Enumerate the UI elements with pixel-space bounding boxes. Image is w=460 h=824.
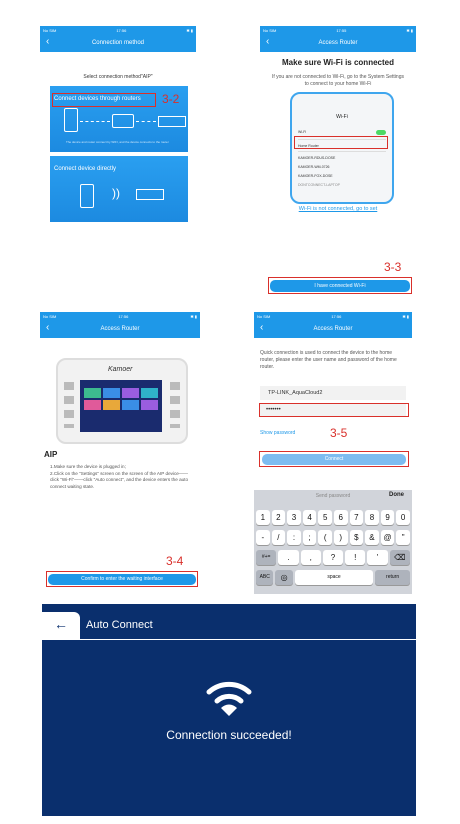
key[interactable]: .: [278, 550, 298, 565]
wifi-heading: Make sure Wi-Fi is connected: [282, 58, 394, 67]
wifi-row[interactable]: [298, 156, 386, 165]
status-bar: [40, 312, 200, 321]
space-key[interactable]: space: [295, 570, 373, 585]
key[interactable]: $: [350, 530, 364, 545]
key[interactable]: 7: [350, 510, 364, 525]
keyboard-done-button[interactable]: Done: [389, 492, 404, 498]
dashed-link-2: [136, 121, 156, 122]
nav-bar: [254, 312, 412, 338]
device-screen: [80, 380, 162, 432]
panel-access-router-wifi: [260, 26, 416, 296]
wifi-row[interactable]: [298, 174, 386, 183]
highlight-box-connect: [259, 451, 409, 467]
back-icon[interactable]: ‹: [266, 36, 270, 47]
key[interactable]: 5: [318, 510, 332, 525]
panel-access-router-aip: [40, 312, 200, 590]
status-icons: ✱ ▮: [190, 314, 197, 319]
dashed-link: [80, 121, 110, 122]
key[interactable]: 8: [365, 510, 379, 525]
option-direct-label: Connect device directly: [54, 166, 117, 172]
key[interactable]: &: [365, 530, 379, 545]
wifi-row-label: KAMOER-RDUS-DOSE: [298, 156, 336, 160]
tile: [103, 400, 120, 410]
tile: [122, 388, 139, 398]
phone-icon: [80, 184, 94, 208]
password-value: •••••••: [266, 407, 281, 413]
router-instructions: Quick connection is used to connect the device to the home router, please enter the user name and password of the home router.: [260, 350, 397, 370]
key[interactable]: ,: [301, 550, 321, 565]
key[interactable]: 4: [303, 510, 317, 525]
back-icon[interactable]: ‹: [260, 322, 264, 333]
step-tag: 3-5: [330, 426, 348, 440]
panel-auto-connect: [42, 604, 416, 816]
highlight-box-home-router: [294, 136, 388, 149]
wifi-instructions: If you are not connected to Wi-Fi, go to the System Settings to connect to your home Wi-Fi: [271, 74, 404, 87]
highlight-box-password: [259, 403, 409, 417]
key[interactable]: 3: [287, 510, 301, 525]
highlight-box-button: [268, 277, 412, 294]
key[interactable]: ?: [323, 550, 343, 565]
key[interactable]: 2: [272, 510, 286, 525]
status-icons: ✱ ▮: [402, 314, 409, 319]
key[interactable]: ;: [303, 530, 317, 545]
key[interactable]: /: [272, 530, 286, 545]
page-title: Auto Connect: [86, 619, 153, 631]
status-time: 17:56: [116, 28, 127, 33]
tile: [84, 400, 101, 410]
key[interactable]: ): [334, 530, 348, 545]
keyboard-toolbar-label: Send password: [315, 493, 351, 499]
option-routers-desc: The device and router connect by WIFI, and the device connects to the router: [66, 140, 169, 144]
tile: [141, 388, 158, 398]
status-time: 17:55: [336, 28, 347, 33]
aip-heading: AIP: [44, 450, 58, 459]
key[interactable]: :: [287, 530, 301, 545]
step-tag: 3-2: [162, 92, 180, 106]
status-bar: [40, 26, 196, 35]
tile: [122, 400, 139, 410]
highlight-box-routers: [52, 93, 156, 107]
step-tag: 3-4: [166, 554, 184, 568]
wifi-row[interactable]: [298, 183, 386, 192]
highlight-box-button: [46, 571, 198, 587]
select-label: Select connection method"AIP": [83, 74, 153, 80]
page-title: Access Router: [318, 40, 358, 46]
status-time: 17:56: [118, 314, 129, 319]
brand-logo: Kamoer: [108, 366, 133, 373]
nav-bar: [40, 312, 200, 338]
ssid-value: TP-LINK_AquaCloud2: [268, 390, 323, 396]
globe-icon[interactable]: ◎: [275, 570, 292, 585]
key[interactable]: -: [256, 530, 270, 545]
keyboard-row-3: [256, 550, 410, 565]
key[interactable]: @: [381, 530, 395, 545]
symbols-key[interactable]: #+=: [256, 550, 276, 565]
side-buttons: [170, 382, 180, 428]
confirm-waiting-button[interactable]: Confirm to enter the waiting interface: [48, 574, 196, 585]
status-carrier: No SIM: [257, 314, 271, 319]
status-bar: [254, 312, 412, 321]
show-password-toggle[interactable]: Show password: [260, 430, 296, 436]
key[interactable]: 9: [381, 510, 395, 525]
status-time: 17:56: [331, 314, 342, 319]
key[interactable]: ": [396, 530, 410, 545]
key[interactable]: 0: [396, 510, 410, 525]
device-illustration: [56, 358, 188, 444]
wifi-screen-title: Wi-Fi: [336, 114, 348, 120]
keyboard-row-4: [256, 570, 410, 585]
router-icon: [112, 114, 134, 128]
wifi-row[interactable]: [298, 165, 386, 174]
wifi-row-label: DONTCONNECT-LAPTOP: [298, 183, 340, 187]
option-direct[interactable]: [50, 156, 188, 222]
keyboard-row-2: [256, 530, 410, 545]
panel-connection-method: [40, 26, 196, 228]
connected-wifi-button[interactable]: I have connected Wi-Fi: [270, 280, 410, 292]
wifi-row-label: Wi-Fi: [298, 130, 307, 134]
phone-icon: [64, 108, 78, 132]
device-icon: [158, 116, 186, 127]
step-tag: 3-3: [384, 260, 402, 274]
wifi-row-label: KAMOER-FOX-DOSE: [298, 174, 333, 178]
tile: [103, 388, 120, 398]
success-message: Connection succeeded!: [166, 728, 292, 742]
page-title: Access Router: [313, 326, 353, 332]
status-carrier: No SIM: [43, 28, 57, 33]
wifi-row-label: KAMOER-WM-0726: [298, 165, 330, 169]
tile: [84, 388, 101, 398]
key[interactable]: 1: [256, 510, 270, 525]
tile: [141, 400, 158, 410]
option-routers-label: Connect devices through routers: [54, 96, 141, 102]
status-icons: ✱ ▮: [406, 28, 413, 33]
panel-access-router-credentials: [254, 312, 412, 594]
signal-icon: )): [112, 186, 120, 200]
page-title: Connection method: [91, 40, 145, 46]
keyboard-row-1: [256, 510, 410, 525]
page-title: Access Router: [100, 326, 140, 332]
wifi-row-label: Home Router: [298, 143, 319, 148]
return-key[interactable]: return: [375, 570, 410, 585]
status-carrier: No SIM: [43, 314, 57, 319]
nav-bar: [260, 26, 416, 52]
header-bar: [42, 604, 416, 640]
ssid-field[interactable]: [260, 386, 406, 400]
key[interactable]: (: [318, 530, 332, 545]
keyboard: [254, 490, 412, 594]
key[interactable]: 6: [334, 510, 348, 525]
abc-key[interactable]: ABC: [256, 570, 273, 585]
tile-grid: [84, 388, 158, 410]
status-carrier: No SIM: [263, 28, 277, 33]
back-icon[interactable]: ‹: [46, 36, 50, 47]
device-icon: [136, 189, 164, 200]
aip-instructions: 1.Make sure the device is plugged in; 2.Click on the "Settings" screen on the screen of the AIP device——click "Wi-Fi"——click "Auto connect", and the device enters the auto connect waiting state.: [50, 464, 189, 489]
backspace-icon[interactable]: ⌫: [390, 550, 410, 565]
header-divider: [42, 639, 416, 640]
back-icon[interactable]: ‹: [46, 322, 50, 333]
key[interactable]: !: [345, 550, 365, 565]
wifi-settings-link[interactable]: Wi-Fi is not connected, go to set: [298, 206, 378, 212]
key[interactable]: ': [367, 550, 387, 565]
connect-button[interactable]: Connect: [262, 454, 406, 465]
wifi-icon: [205, 678, 253, 718]
nav-bar: [40, 26, 196, 52]
status-bar: [260, 26, 416, 35]
status-icons: ✱ ▮: [186, 28, 193, 33]
side-buttons: [64, 382, 74, 428]
back-arrow-icon[interactable]: ←: [54, 616, 68, 632]
toggle-icon[interactable]: [376, 130, 386, 135]
